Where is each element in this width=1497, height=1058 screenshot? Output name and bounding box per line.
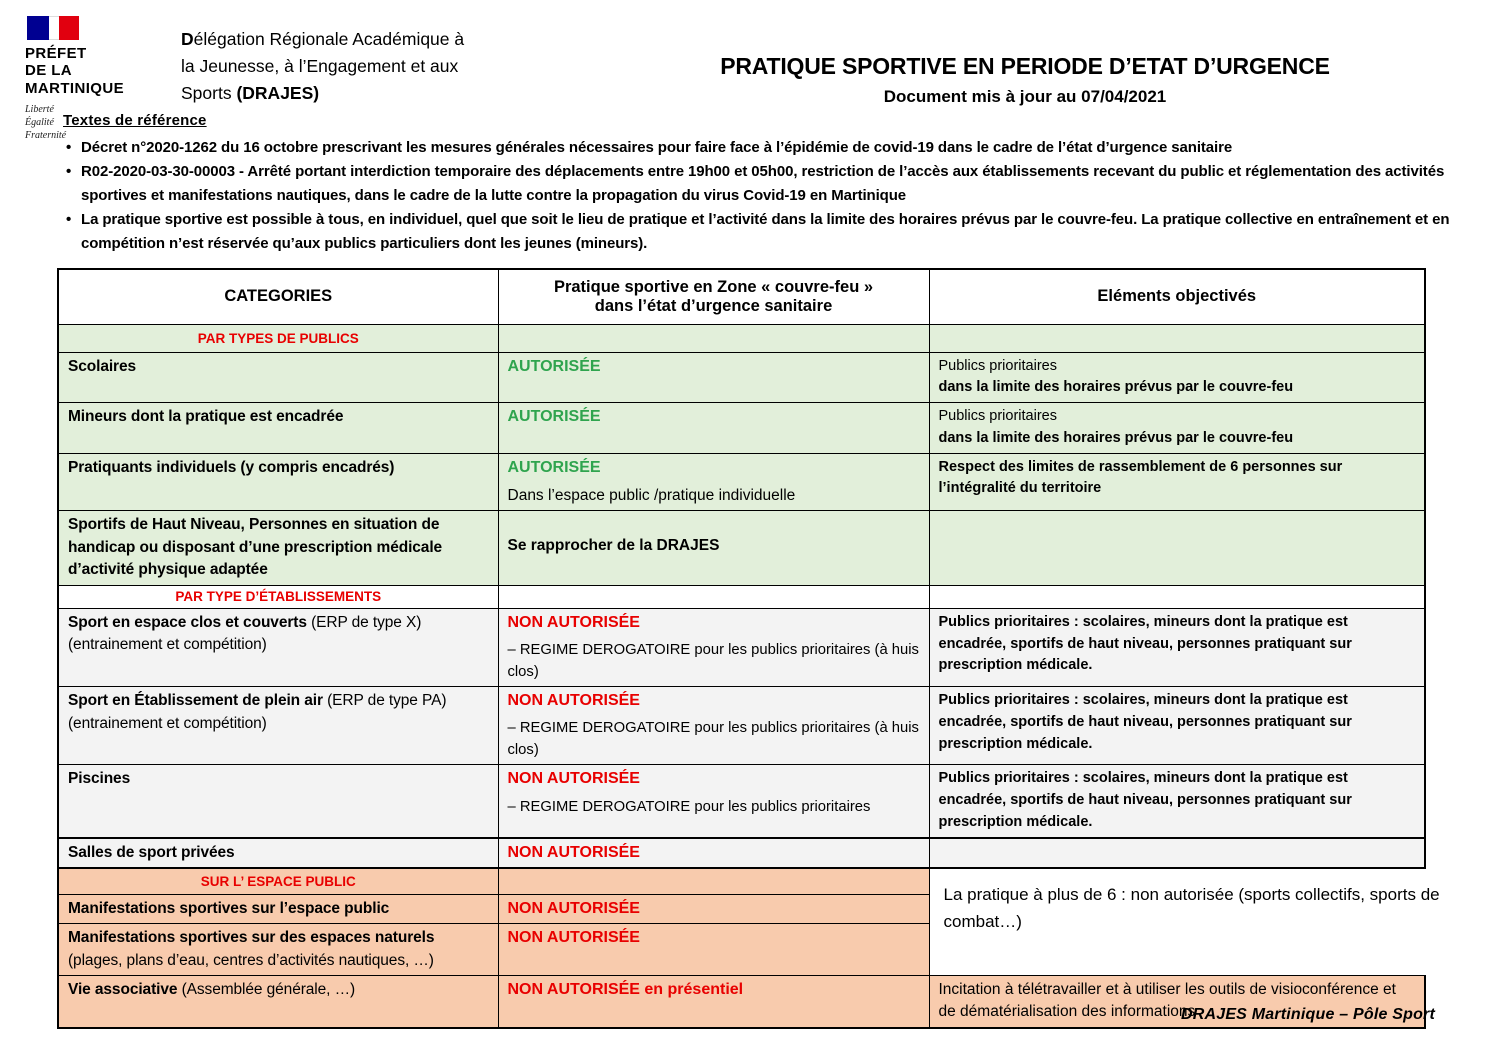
section-row-publics bbox=[58, 324, 1425, 352]
category-vie-associative bbox=[58, 975, 498, 1027]
category-espace-clos bbox=[58, 608, 498, 686]
reference-heading: Textes de référence bbox=[63, 112, 207, 129]
reference-item-2: • R02-2020-03-30-00003 - Arrêté portant interdiction temporaire des déplacements entre 19h00 et 05h00, restriction de l’accès aux établissements recevant du public et réglementation des activités sportives et manifestations nautiques, dans le cadre de la lutte contre la propagation du virus Covid-19 en Martinique bbox=[63, 160, 1453, 208]
category-scolaires: Scolaires bbox=[58, 352, 498, 403]
category-bold: Manifestations sportives sur des espaces naturels bbox=[68, 929, 435, 947]
status-detail: – REGIME DEROGATOIRE pour les publics prioritaires bbox=[507, 798, 871, 815]
org-line1 bbox=[181, 26, 511, 53]
logo-line2: DE LA bbox=[25, 62, 72, 80]
page-title: PRATIQUE SPORTIVE EN PERIODE D’ETAT D’URGENCE bbox=[720, 53, 1330, 79]
category-individuels: Pratiquants individuels (y compris encadrés) bbox=[58, 453, 498, 511]
logo-title bbox=[25, 45, 175, 97]
category-bold: Vie associative bbox=[68, 980, 178, 998]
motto-line3: Fraternité bbox=[25, 129, 67, 141]
organization-name bbox=[181, 26, 511, 107]
category-manif-naturels bbox=[58, 924, 498, 976]
header-zone-couvre-feu bbox=[498, 269, 929, 324]
page-subtitle: Document mis à jour au 07/04/2021 bbox=[883, 87, 1167, 106]
category-rest: (Assemblée générale, …) bbox=[177, 980, 356, 998]
logo-line1: PRÉFET bbox=[25, 45, 87, 62]
status-non-autorisee: NON AUTORISÉE en présentiel bbox=[507, 980, 744, 998]
empty-cell bbox=[498, 324, 929, 352]
org-line1-initial: D bbox=[181, 29, 194, 49]
org-line1-rest: élégation Régionale Académique à bbox=[193, 29, 465, 49]
status-cell bbox=[498, 765, 929, 838]
empty-cell bbox=[498, 868, 929, 894]
status-cell bbox=[498, 608, 929, 686]
status-detail: Dans l’espace public /pratique individuelle bbox=[507, 486, 796, 504]
section-row-espace-public bbox=[58, 868, 1425, 894]
status-cell bbox=[498, 352, 929, 403]
section-row-etablissements bbox=[58, 585, 1425, 608]
footer-signature: DRAJES Martinique – Pôle Sport bbox=[1180, 1006, 1435, 1023]
status-autorisee: AUTORISÉE bbox=[507, 408, 601, 425]
reference-item-1: • Décret n°2020-1262 du 16 octobre prescrivant les mesures générales nécessaires pour faire face à l’épidémie de covid-19 dans le cadre de l’état d’urgence sanitaire bbox=[63, 136, 1453, 160]
elements-cell bbox=[929, 352, 1425, 403]
header-zone-line2: dans l’état d’urgence sanitaire bbox=[594, 296, 833, 315]
table-row-piscines bbox=[58, 765, 1425, 838]
section-label-publics: PAR TYPES DE PUBLICS bbox=[58, 324, 498, 352]
status-cell bbox=[498, 894, 929, 923]
status-non-autorisee: NON AUTORISÉE bbox=[507, 899, 640, 917]
table-row-scolaires bbox=[58, 352, 1425, 403]
logo-line3: MARTINIQUE bbox=[25, 79, 124, 97]
status-non-autorisee: NON AUTORISÉE bbox=[507, 929, 640, 947]
action-drajes: Se rapprocher de la DRAJES bbox=[507, 537, 720, 555]
rules-table bbox=[57, 268, 1440, 1029]
empty-cell bbox=[498, 585, 929, 608]
category-piscines: Piscines bbox=[58, 765, 498, 838]
title-block bbox=[620, 53, 1430, 107]
category-mineurs: Mineurs dont la pratique est encadrée bbox=[58, 403, 498, 454]
table-row-haut-niveau bbox=[58, 511, 1425, 585]
empty-cell bbox=[929, 838, 1425, 868]
category-bold: Sport en Établissement de plein air bbox=[68, 692, 323, 710]
status-detail: – REGIME DEROGATOIRE pour les publics prioritaires (à huis clos) bbox=[507, 720, 919, 758]
category-rest: (plages, plans d’eau, centres d’activités nautiques, …) bbox=[68, 951, 434, 969]
elements-line2: dans la limite des horaires prévus par le couvre-feu bbox=[938, 429, 1294, 446]
header-zone-line1: Pratique sportive en Zone « couvre-feu » bbox=[553, 277, 874, 296]
header-elements-objectives: Eléments objectivés bbox=[929, 269, 1425, 324]
note-cell bbox=[929, 868, 1440, 975]
action-cell bbox=[498, 511, 929, 585]
status-cell bbox=[498, 453, 929, 511]
elements-line2: dans la limite des horaires prévus par le couvre-feu bbox=[938, 379, 1294, 396]
status-autorisee: AUTORISÉE bbox=[507, 458, 601, 476]
category-rest: (ERP de type PA) (entrainement et compétition) bbox=[68, 692, 447, 732]
category-haut-niveau: Sportifs de Haut Niveau, Personnes en situation de handicap ou disposant d’une prescription médicale d’activité physique adaptée bbox=[58, 511, 498, 585]
status-cell bbox=[498, 924, 929, 976]
org-line3-acronym: (DRAJES) bbox=[236, 83, 320, 104]
motto-line1: Liberté bbox=[25, 103, 54, 115]
status-cell bbox=[498, 403, 929, 454]
table-row-mineurs bbox=[58, 403, 1425, 454]
status-non-autorisee: NON AUTORISÉE bbox=[507, 770, 640, 788]
status-cell bbox=[498, 975, 929, 1027]
category-rest: (ERP de type X) (entrainement et compétition) bbox=[68, 613, 422, 654]
table-row-salles-privees bbox=[58, 838, 1425, 868]
empty-cell bbox=[929, 585, 1425, 608]
reference-list bbox=[63, 136, 1453, 256]
elements-cell: Publics prioritaires : scolaires, mineurs dont la pratique est encadrée, sportifs de haut niveau, personnes pratiquant sur prescription médicale. bbox=[929, 687, 1425, 765]
table-row-espace-clos bbox=[58, 608, 1425, 686]
org-line3-pre: Sports bbox=[181, 83, 237, 104]
category-plein-air bbox=[58, 687, 498, 765]
elements-cell: Publics prioritaires : scolaires, mineurs dont la pratique est encadrée, sportifs de haut niveau, personnes pratiquant sur prescription médicale. bbox=[929, 765, 1425, 838]
header-categories: CATEGORIES bbox=[58, 269, 498, 324]
section-label-espace-public: SUR L’ ESPACE PUBLIC bbox=[58, 868, 498, 894]
category-bold: Sport en espace clos et couverts bbox=[68, 613, 307, 631]
elements-cell: Incitation à télétravailler et à utiliser les outils de visioconférence et de dématérialisation des informations bbox=[929, 975, 1425, 1027]
status-cell bbox=[498, 838, 929, 868]
org-line3 bbox=[181, 80, 511, 107]
status-non-autorisee: NON AUTORISÉE bbox=[507, 692, 640, 710]
elements-line1: Publics prioritaires bbox=[938, 408, 1057, 424]
reference-section bbox=[63, 112, 1453, 256]
reference-item-3: • La pratique sportive est possible à tous, en individuel, quel que soit le lieu de pratique et l’activité dans la limite des horaires prévus par le couvre-feu. La pratique collective en entraînement et en compétition n’est réservée qu’aux publics particuliers dont les jeunes (mineurs). bbox=[63, 208, 1453, 256]
section-label-etablissements: PAR TYPE D’ÉTABLISSEMENTS bbox=[58, 585, 498, 608]
category-manif-public: Manifestations sportives sur l’espace public bbox=[58, 894, 498, 923]
empty-cell bbox=[929, 324, 1425, 352]
empty-cell bbox=[929, 511, 1425, 585]
status-detail: – REGIME DEROGATOIRE pour les publics prioritaires (à huis clos) bbox=[507, 642, 919, 680]
motto-line2: Égalité bbox=[25, 116, 54, 128]
status-autorisee: AUTORISÉE bbox=[507, 357, 601, 375]
espace-public-note: La pratique à plus de 6 : non autorisée (sports collectifs, sports de combat…) bbox=[930, 869, 1492, 975]
elements-cell: Publics prioritaires : scolaires, mineurs dont la pratique est encadrée, sportifs de haut niveau, personnes pratiquant sur prescription médicale. bbox=[929, 608, 1425, 686]
table-row-individuels bbox=[58, 453, 1425, 511]
status-non-autorisee: NON AUTORISÉE bbox=[507, 613, 640, 631]
category-salles-privees: Salles de sport privées bbox=[58, 838, 498, 868]
elements-cell: Respect des limites de rassemblement de 6 personnes sur l’intégralité du territoire bbox=[929, 453, 1425, 511]
elements-cell bbox=[929, 403, 1425, 454]
status-non-autorisee: NON AUTORISÉE bbox=[507, 843, 640, 861]
status-cell bbox=[498, 687, 929, 765]
org-line2: la Jeunesse, à l’Engagement et aux bbox=[181, 56, 459, 77]
table-row-plein-air bbox=[58, 687, 1425, 765]
table-header-row bbox=[58, 269, 1425, 324]
french-flag-icon bbox=[27, 16, 79, 40]
elements-line1: Publics prioritaires bbox=[938, 357, 1057, 374]
